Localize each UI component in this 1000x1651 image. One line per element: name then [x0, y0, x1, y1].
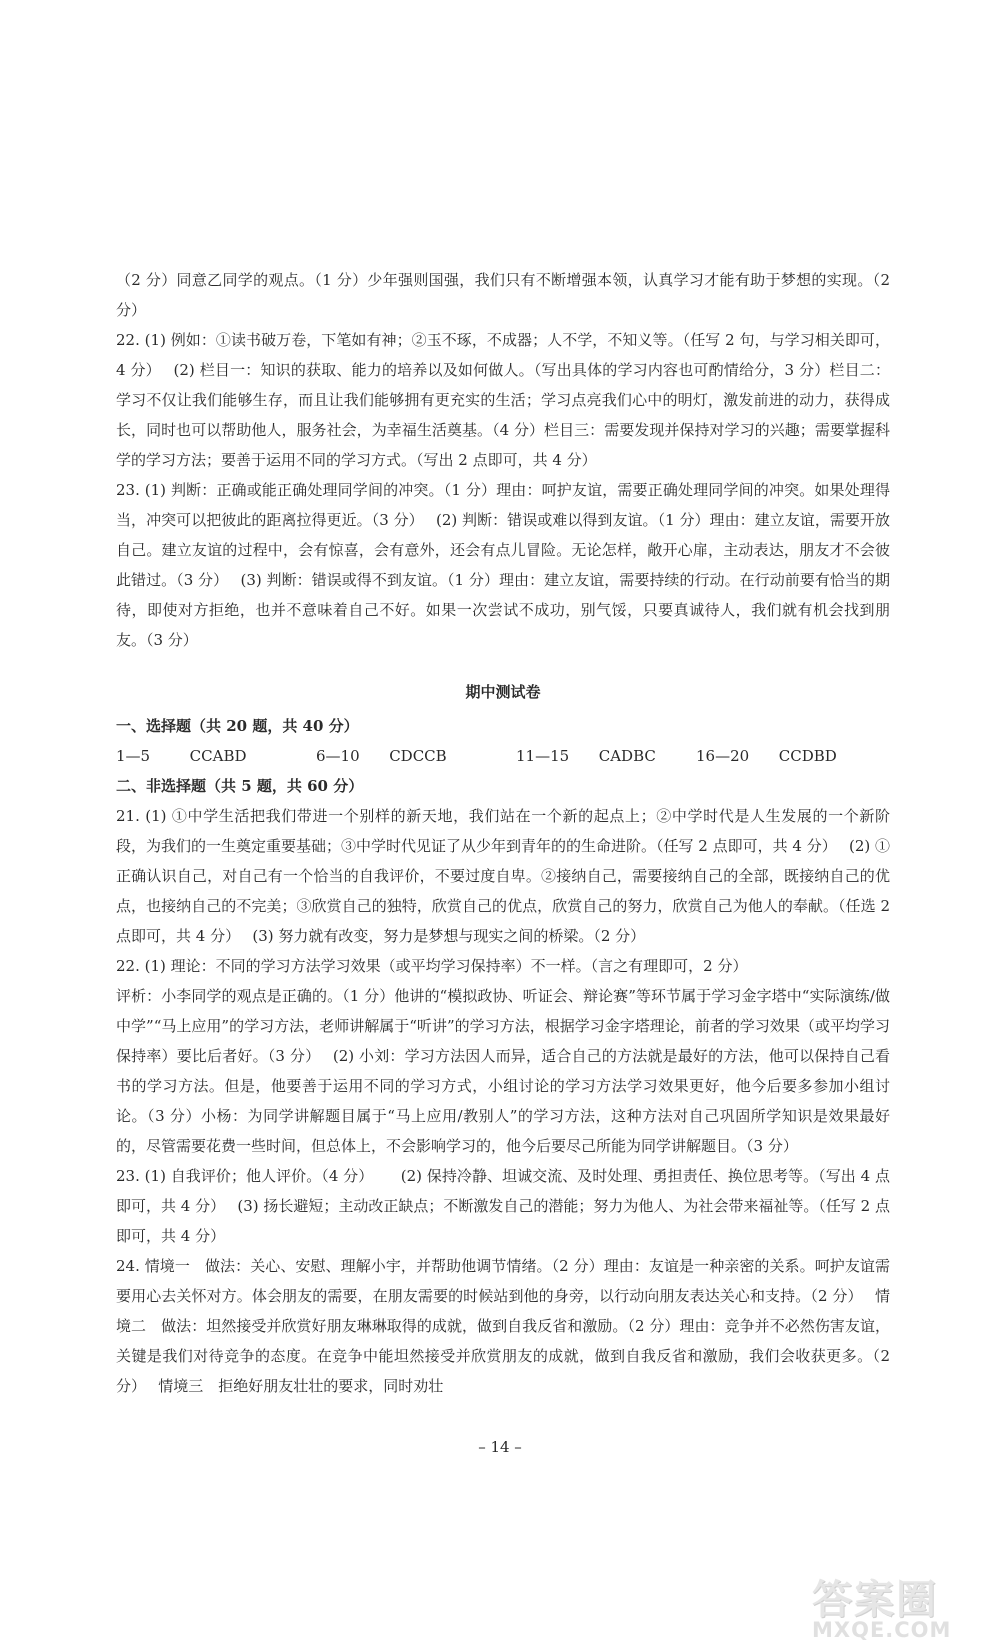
watermark-text-bottom: MXQE.COM — [812, 1618, 952, 1642]
answer-group-3 — [516, 741, 696, 771]
answer-paragraph-22: 22. (1) 例如：①读书破万卷，下笔如有神；②玉不琢，不成器；人不学，不知义等。（任写 2 句，与学习相关即可，4 分） (2) 栏目一：知识的获取、能力的培养以及如何做人。（写出具体的学习内容也可酌情给分，3 分）栏目二：学习不仅让我们能够生存，而且让我们能够拥有更充实的生活；学习点亮我们心中的明灯，激发前进的动力，获得成长，同时也可以帮助他人，服务社会，为幸福生活奠基。（4 分）栏目三：需要发现并保持对学习的兴趣；需要掌握科学的学习方法；要善于运用不同的学习方式。（写出 2 点即可，共 4 分） — [116, 331, 890, 469]
page-number: – 14 – — [478, 1438, 522, 1456]
choice-answers-row — [116, 741, 890, 771]
watermark-text-top: 答案圈 — [812, 1577, 938, 1623]
section-title: 期中测试卷 — [465, 683, 541, 701]
part1-heading: 一、选择题（共 20 题，共 40 分） — [116, 717, 359, 735]
answer-group-1 — [116, 741, 316, 771]
answer-paragraph-21: 21. (1) ①中学生活把我们带进一个别样的新天地，我们站在一个新的起点上；②中学时代是人生发展的一个新阶段，为我们的一生奠定重要基础；③中学时代见证了从少年到青年的的生命进阶。（任写 2 点即可，共 4 分） (2) ①正确认识自己，对自己有一个恰当的自我评价，不要过度自卑。②接纳自己，需要接纳自己的全部，既接纳自己的优点，也接纳自己的不完美；③欣赏自己的独特，欣赏自己的优点，欣赏自己的努力，欣赏自己为他人的奉献。（任选 2 点即可，共 4 分） (3) 努力就有改变，努力是梦想与现实之间的桥梁。（2 分） — [116, 807, 890, 945]
answer-letters: CCABD — [189, 747, 247, 765]
answer-range: 6—10 — [316, 747, 360, 765]
answer-range: 1—5 — [116, 747, 151, 765]
answer-group-4 — [696, 741, 837, 771]
answer-paragraph-22b: 评析：小李同学的观点是正确的。（1 分）他讲的“模拟政协、听证会、辩论赛”等环节属于学习金字塔中“实际演练/做中学”“马上应用”的学习方法，老师讲解属于“听讲”的学习方法，根据学习金字塔理论，前者的学习效果（或平均学习保持率）要比后者好。（3 分） (2) 小刘：学习方法因人而异，适合自己的方法就是最好的方法，他可以保持自己看书的学习方法。但是，他要善于运用不同的学习方式，小组讨论的学习方法学习效果更好，他今后要多参加小组讨论。（3 分）小杨：为同学讲解题目属于“马上应用/教别人”的学习方法，这种方法对自己巩固所学知识是效果最好的，尽管需要花费一些时间，但总体上，不会影响学习的，他今后要尽己所能为同学讲解题目。（3 分） — [116, 987, 890, 1155]
answer-paragraph-23: 23. (1) 判断：正确或能正确处理同学间的冲突。（1 分）理由：呵护友谊，需要正确处理同学间的冲突。如果处理得当，冲突可以把彼此的距离拉得更近。（3 分） (2) 判断：错误或难以得到友谊。（1 分）理由：建立友谊，需要开放自己。建立友谊的过程中，会有惊喜，会有意外，还会有点儿冒险。无论怎样，敞开心扉，主动表达，朋友才不会彼此错过。（3 分） (3) 判断：错误或得不到友谊。（1 分）理由：建立友谊，需要持续的行动。在行动前要有恰当的期待，即使对方拒绝，也并不意味着自己不好。如果一次尝试不成功，别气馁，只要真诚待人，我们就有机会找到朋友。（3 分） — [116, 481, 890, 649]
answer-group-2 — [316, 741, 516, 771]
answer-paragraph-24: 24. 情境一 做法：关心、安慰、理解小宇，并帮助他调节情绪。（2 分）理由：友谊是一种亲密的关系。呵护友谊需要用心去关怀对方。体会朋友的需要，在朋友需要的时候站到他的身旁，以行动向朋友表达关心和支持。（2 分） 情境二 做法：坦然接受并欣赏好朋友琳琳取得的成就，做到自我反省和激励。（2 分）理由：竞争并不必然伤害友谊，关键是我们对待竞争的态度。在竞争中能坦然接受并欣赏朋友的成就，做到自我反省和激励，我们会收获更多。（2 分） 情境三 拒绝好朋友壮壮的要求，同时劝壮 — [116, 1257, 890, 1395]
answer-paragraph-22a: 22. (1) 理论：不同的学习方法学习效果（或平均学习保持率）不一样。（言之有理即可，2 分） — [116, 957, 748, 975]
answer-letters: CADBC — [598, 747, 656, 765]
answer-paragraph-23b: 23. (1) 自我评价；他人评价。（4 分） (2) 保持冷静、坦诚交流、及时处理、勇担责任、换位思考等。（写出 4 点即可，共 4 分） (3) 扬长避短；主动改正缺点；不断激发自己的潜能；努力为他人、为社会带来福祉等。（任写 2 点即可，共 4 分） — [116, 1167, 890, 1245]
answer-range: 11—15 — [516, 747, 570, 765]
answer-text — [116, 265, 890, 1401]
answer-letters: CCDBD — [778, 747, 837, 765]
part2-heading: 二、非选择题（共 5 题，共 60 分） — [116, 777, 364, 795]
answer-range: 16—20 — [696, 747, 750, 765]
answer-paragraph-1: （2 分）同意乙同学的观点。（1 分）少年强则国强，我们只有不断增强本领，认真学习才能有助于梦想的实现。（2 分） — [116, 271, 890, 319]
answer-letters: CDCCB — [389, 747, 447, 765]
watermark-logo — [812, 1568, 992, 1643]
